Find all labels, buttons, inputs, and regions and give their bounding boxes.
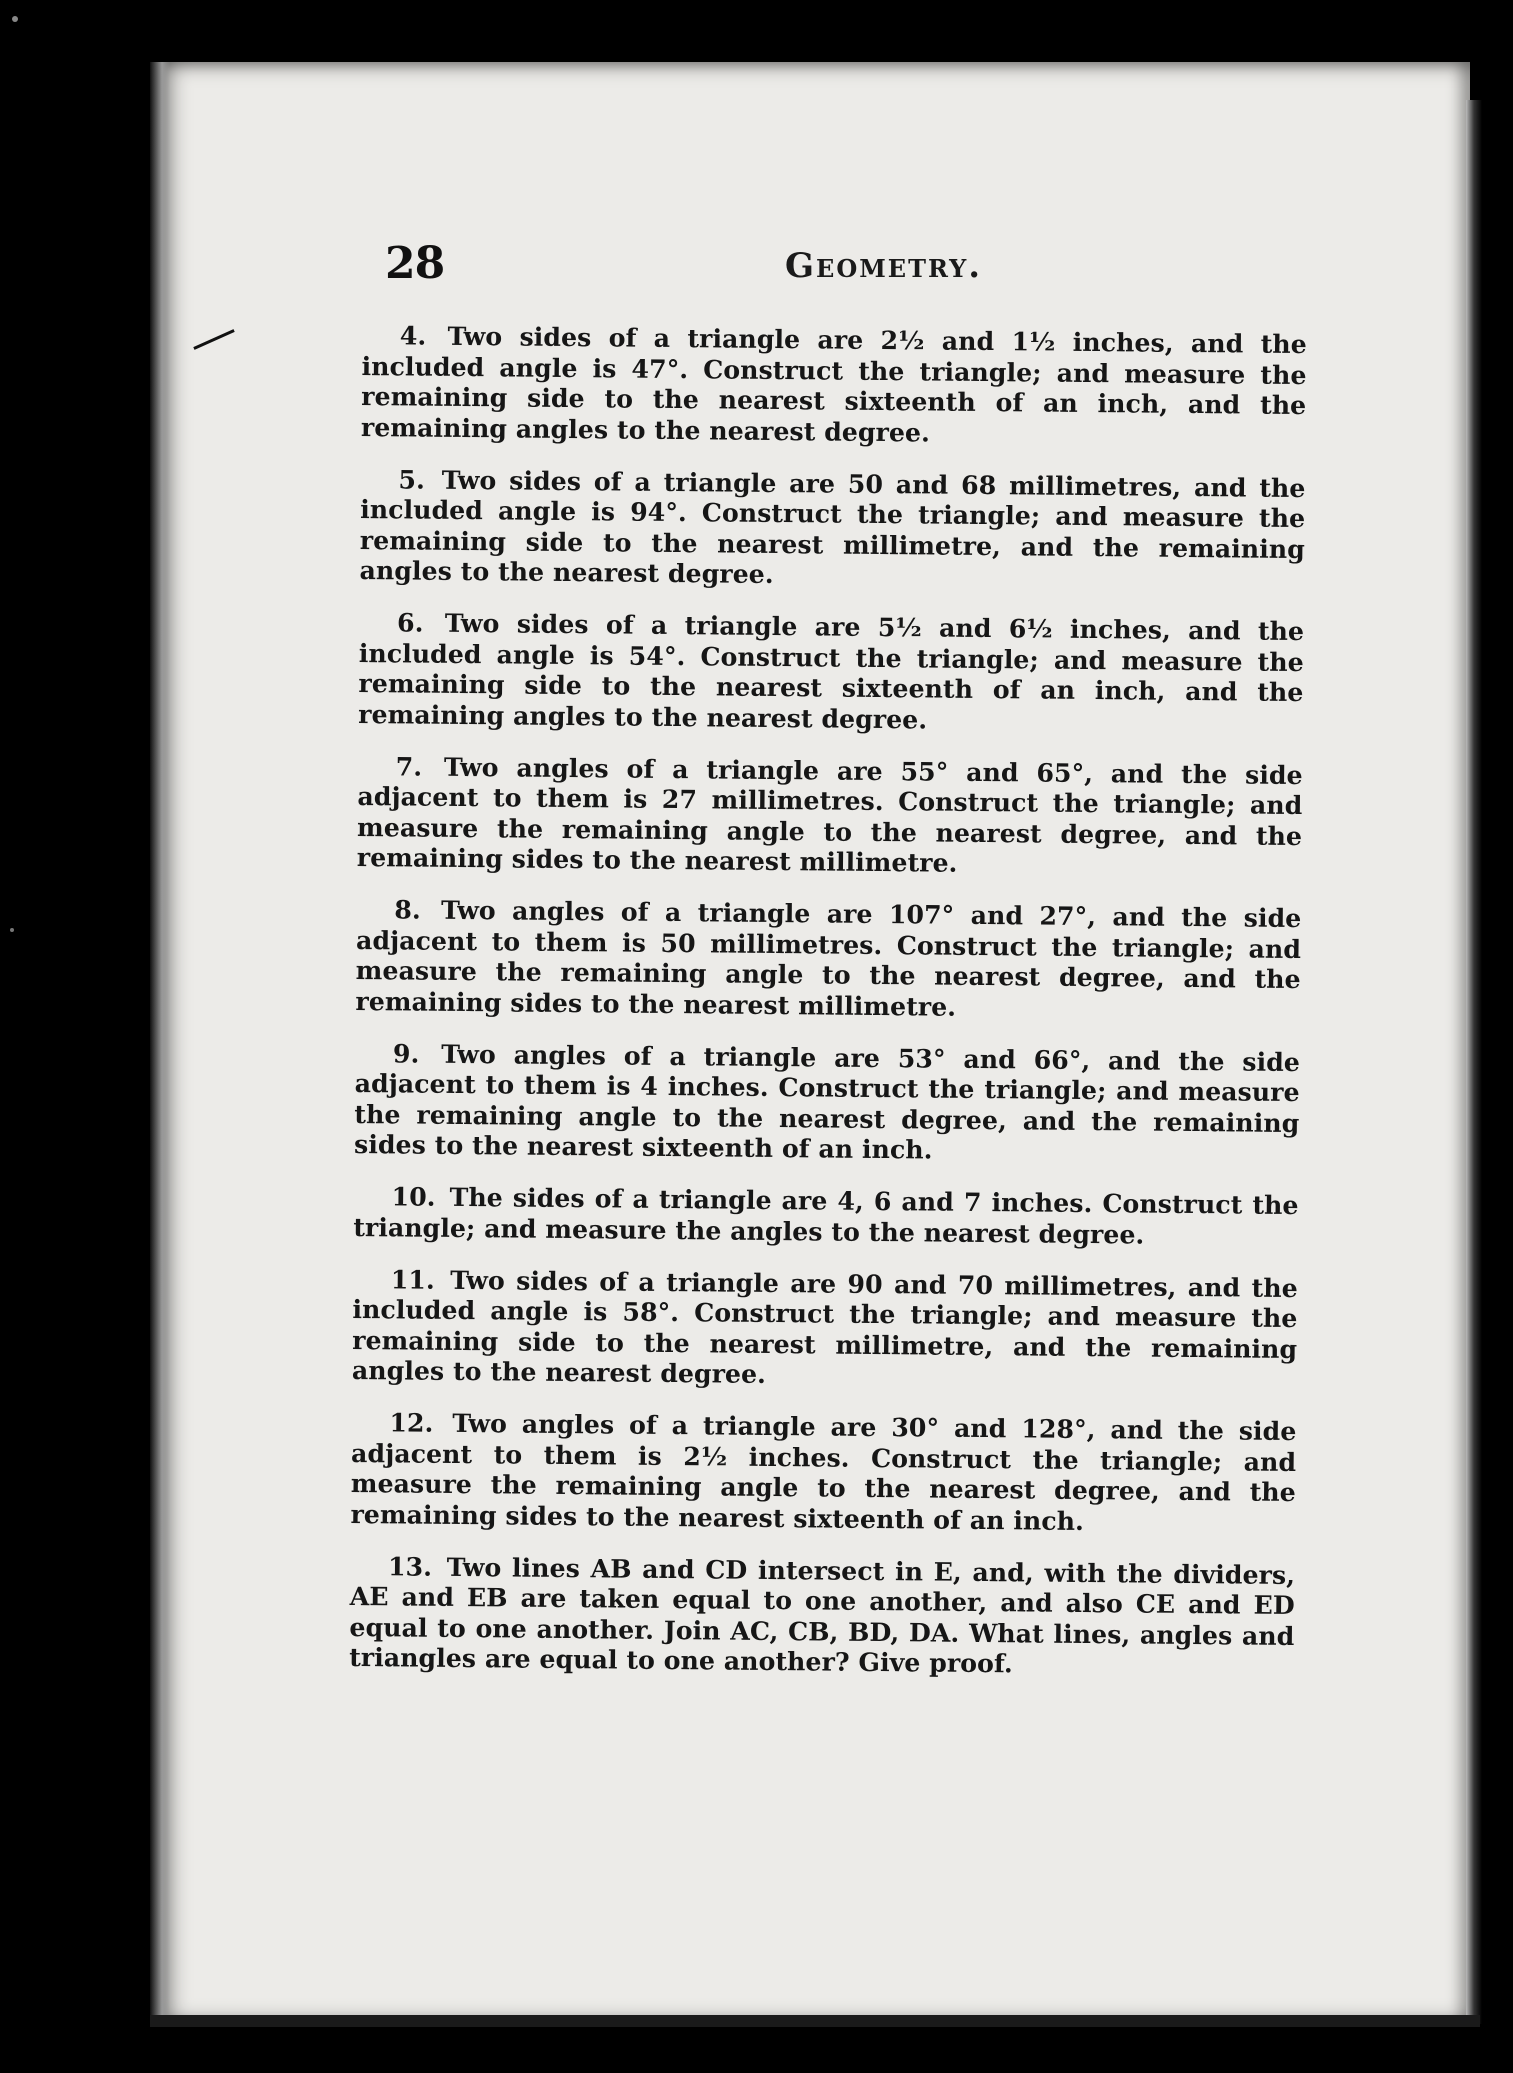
problem-number: 12.: [389, 1407, 434, 1438]
problem-13: [349, 1550, 1295, 1681]
problem-text: The sides of a triangle are 4, 6 and 7 inches. Construct the triangle; and measure the angles to the nearest degree.: [353, 1181, 1299, 1250]
problem-text: Two angles of a triangle are 55° and 65°, and the side adjacent to them is 27 millimetres. Construct the triangle; and measure the remaining angle to the nearest degree, and the remaining sides to the nearest millimetre.: [356, 751, 1303, 878]
page-gutter-shadow: [150, 62, 170, 2024]
problem-text: Two sides of a triangle are 5½ and 6½ inches, and the included angle is 54°. Construct the triangle; and measure the remaining side to the nearest sixteenth of an inch, and the remaining angles to the nearest degree.: [358, 607, 1305, 734]
problem-list: [349, 320, 1307, 1703]
problem-number: 10.: [391, 1181, 436, 1212]
problem-text: Two lines AB and CD intersect in E, and, with the dividers, AE and EB are taken equal to one another, and also CE and ED equal to one another. Join AC, CB, BD, DA. What lines, angles and triangles are equal to one another? Give proof.: [349, 1551, 1296, 1679]
problem-text: Two angles of a triangle are 53° and 66°, and the side adjacent to them is 4 inches. Construct the triangle; and measure the remaining angle to the nearest degree, and the remaining sides to the nearest sixteenth of an inch.: [353, 1038, 1301, 1165]
scan-speck: [10, 928, 14, 932]
problem-number: 13.: [387, 1550, 433, 1582]
problem-4: [361, 320, 1307, 451]
problem-10: [353, 1181, 1299, 1251]
scan-speck: [12, 16, 18, 22]
problem-9: [354, 1037, 1300, 1168]
running-head: [385, 238, 1315, 298]
problem-text: Two sides of a triangle are 2½ and 1½ inches, and the included angle is 47°. Construct the triangle; and measure the remaining side to the nearest sixteenth of an inch, and the remaining angles to the nearest degree.: [360, 320, 1307, 447]
problem-11: [352, 1263, 1298, 1394]
problem-7: [357, 750, 1303, 881]
problem-number: 8.: [394, 894, 421, 925]
running-title: Geometry.: [785, 246, 983, 286]
problem-6: [358, 607, 1304, 738]
problem-text: Two sides of a triangle are 50 and 68 millimetres, and the included angle is 94°. Construct the triangle; and measure the remaining side to the nearest millimetre, and the remaining angles to the nearest degree.: [359, 464, 1306, 589]
problem-number: 4.: [399, 320, 427, 351]
page-number: 28: [385, 238, 445, 289]
page-bottom-edge: [150, 2015, 1480, 2027]
problem-number: 11.: [390, 1263, 435, 1295]
problem-number: 9.: [392, 1037, 420, 1069]
problem-number: 6.: [396, 607, 424, 638]
problem-number: 7.: [395, 750, 423, 782]
problem-8: [355, 894, 1301, 1025]
problem-number: 5.: [398, 463, 426, 495]
page-edge-right: [1466, 100, 1482, 2024]
problem-text: Two angles of a triangle are 107° and 27°, and the side adjacent to them is 50 millimetres. Construct the triangle; and measure the remaining angle to the nearest degree, and the remaining sides to the nearest millimetre.: [355, 894, 1302, 1022]
problem-5: [359, 463, 1305, 594]
problem-text: Two sides of a triangle are 90 and 70 millimetres, and the included angle is 58°. Construct the triangle; and measure the remaining side to the nearest millimetre, and the remaining angles to the nearest degree.: [351, 1264, 1298, 1389]
problem-12: [350, 1407, 1296, 1538]
problem-text: Two angles of a triangle are 30° and 128°, and the side adjacent to them is 2½ inches. Construct the triangle; and measure the remaining angle to the nearest degree, and the remaining sides to the nearest sixteenth of an inch.: [350, 1407, 1297, 1536]
